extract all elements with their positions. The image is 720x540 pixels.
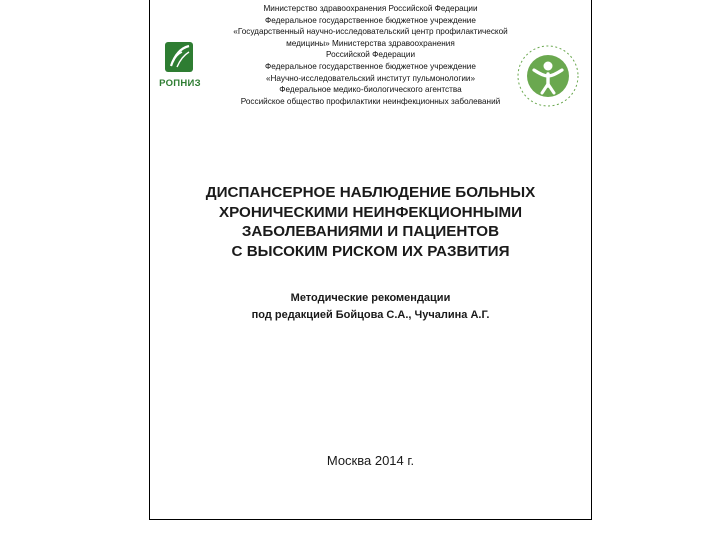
header-line: Российское общество профилактики неинфекционных заболеваний [240,96,501,106]
ropniz-logo [155,40,205,96]
title-line: ХРОНИЧЕСКИМИ НЕИНФЕКЦИОННЫМИ [218,203,523,221]
header-line: «Государственный научно-исследовательский центр профилактической [233,27,508,37]
city-year: Москва 2014 г. [326,453,415,468]
healthy-lifestyle-emblem [512,40,584,112]
leaf-icon [161,40,197,76]
document-title [150,183,591,261]
header-line: Федеральное государственное бюджетное учреждение [265,15,476,25]
header-line: Федеральное медико-биологического агентства [279,85,462,95]
header-line: «Научно-исследовательский институт пульмонологии» [265,73,476,83]
subtitle-line: Методические рекомендации [290,292,451,304]
header-line: Федеральное государственное бюджетное учреждение [265,61,476,71]
header-line: медицины» Министерства здравоохранения [286,38,455,48]
title-line: ЗАБОЛЕВАНИЯМИ И ПАЦИЕНТОВ [241,223,500,240]
document-subtitle [150,290,591,324]
title-line: ДИСПАНСЕРНОЕ НАБЛЮДЕНИЕ БОЛЬНЫХ [205,184,536,201]
emblem-icon [512,40,584,112]
subtitle-line: под редакцией Бойцова С.А., Чучалина А.Г. [251,309,490,321]
header-line: Российской Федерации [325,50,416,60]
title-line: С ВЫСОКИМ РИСКОМ ИХ РАЗВИТИЯ [231,242,510,260]
ropniz-logo-text: РОПНИЗ [159,78,201,89]
header-line: Министерство здравоохранения Российской Федерации [263,4,478,13]
document-page [149,0,592,520]
